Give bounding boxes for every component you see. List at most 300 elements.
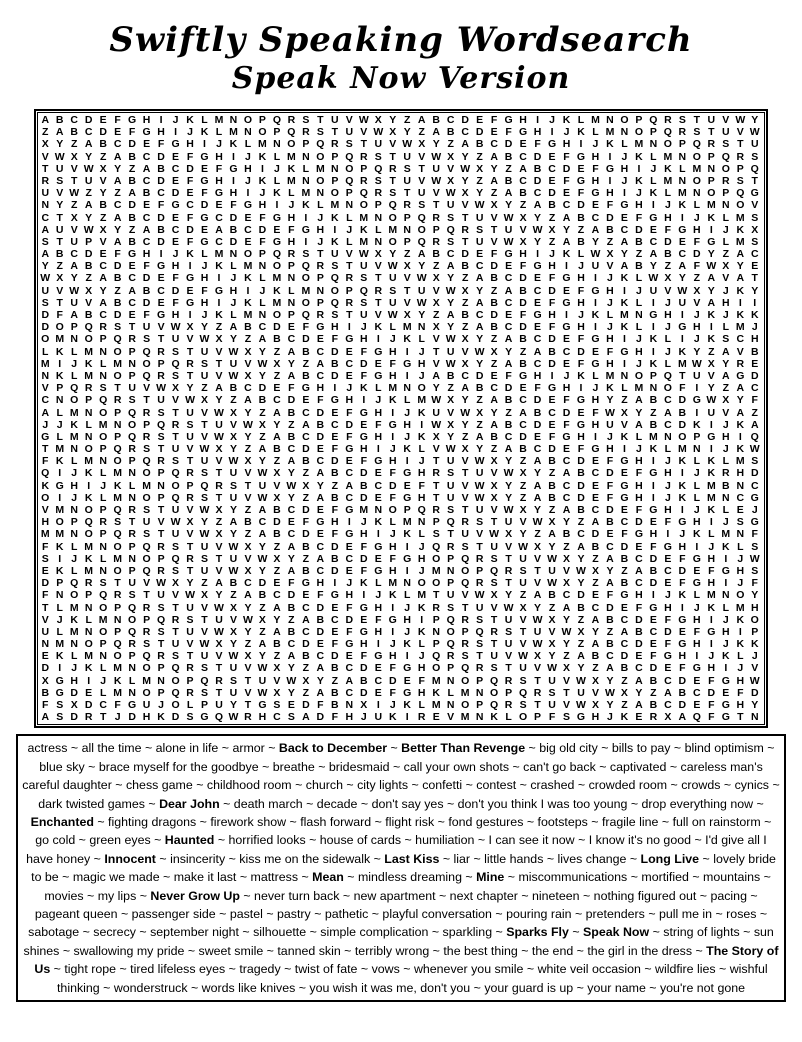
grid-cell: S bbox=[751, 211, 759, 224]
grid-cell: G bbox=[504, 248, 513, 261]
grid-cell: P bbox=[56, 382, 64, 395]
grid-cell: T bbox=[56, 211, 63, 224]
grid-cell: O bbox=[142, 357, 151, 370]
grid-cell: W bbox=[460, 162, 471, 175]
grid-cell: J bbox=[578, 309, 584, 321]
grid-cell: K bbox=[403, 638, 412, 651]
grid-cell: Q bbox=[171, 491, 180, 504]
grid-row bbox=[38, 260, 762, 272]
grid-cell: G bbox=[692, 552, 701, 565]
grid-row bbox=[38, 419, 762, 431]
grid-cell: T bbox=[461, 467, 469, 480]
grid-cell: D bbox=[577, 345, 585, 358]
grid-cell: S bbox=[331, 260, 339, 273]
grid-cell: F bbox=[143, 309, 150, 321]
grid-cell: Y bbox=[258, 564, 266, 577]
grid-cell: H bbox=[258, 711, 267, 724]
grid-cell: I bbox=[405, 345, 409, 358]
grid-cell: O bbox=[417, 223, 426, 236]
grid-row bbox=[38, 248, 762, 260]
grid-cell: X bbox=[693, 284, 701, 297]
grid-cell: W bbox=[431, 174, 442, 187]
grid-cell: F bbox=[331, 333, 339, 346]
grid-cell: L bbox=[375, 382, 382, 395]
grid-cell: Q bbox=[128, 625, 137, 638]
grid-cell: B bbox=[302, 540, 310, 553]
grid-cell: K bbox=[403, 443, 412, 456]
grid-cell: O bbox=[171, 699, 180, 711]
grid-cell: N bbox=[750, 711, 759, 724]
grid-cell: Z bbox=[505, 162, 512, 175]
grid-cell: O bbox=[736, 199, 745, 212]
grid-cell: F bbox=[548, 430, 556, 443]
grid-cell: Y bbox=[287, 467, 295, 480]
grid-cell: C bbox=[750, 479, 759, 492]
grid-cell: V bbox=[432, 284, 440, 297]
grid-cell: K bbox=[635, 174, 643, 187]
grid-cell: T bbox=[418, 162, 425, 175]
grid-cell: F bbox=[751, 394, 758, 407]
grid-cell: T bbox=[215, 552, 223, 565]
grid-cell: I bbox=[622, 357, 626, 370]
grid-cell: B bbox=[591, 650, 600, 663]
grid-cell: Z bbox=[70, 199, 78, 212]
grid-cell: B bbox=[577, 235, 585, 248]
grid-cell: G bbox=[663, 650, 672, 663]
grid-cell: X bbox=[418, 138, 426, 151]
grid-cell: H bbox=[142, 114, 151, 126]
grid-cell: Q bbox=[113, 504, 122, 516]
grid-cell: U bbox=[750, 138, 759, 151]
grid-cell: H bbox=[736, 564, 745, 577]
grid-cell: J bbox=[592, 138, 599, 151]
grid-cell: F bbox=[201, 284, 208, 297]
grid-cell: T bbox=[404, 187, 411, 200]
grid-cell: B bbox=[606, 516, 614, 529]
grid-cell: D bbox=[548, 284, 556, 297]
grid-cell: U bbox=[171, 528, 180, 541]
grid-cell: K bbox=[84, 467, 93, 480]
grid-cell: S bbox=[157, 625, 165, 638]
grid-cell: E bbox=[157, 296, 165, 309]
word-entry: terribly wrong bbox=[354, 943, 430, 958]
grid-cell: Z bbox=[519, 455, 527, 468]
grid-cell: R bbox=[215, 479, 223, 492]
grid-cell: S bbox=[751, 540, 759, 553]
grid-cell: V bbox=[215, 345, 223, 358]
grid-cell: V bbox=[519, 638, 527, 651]
grid-cell: M bbox=[69, 406, 79, 419]
grid-cell: I bbox=[275, 199, 279, 212]
grid-cell: I bbox=[709, 418, 713, 431]
grid-cell: X bbox=[258, 613, 266, 626]
grid-cell: K bbox=[287, 162, 296, 175]
grid-cell: R bbox=[142, 430, 151, 443]
grid-cell: K bbox=[302, 199, 310, 212]
grid-cell: E bbox=[635, 540, 643, 553]
grid-cell: H bbox=[591, 150, 600, 163]
grid-cell: N bbox=[475, 686, 484, 699]
grid-cell: Q bbox=[142, 564, 151, 577]
grid-cell: L bbox=[346, 235, 353, 248]
grid-cell: Z bbox=[563, 540, 570, 553]
grid-cell: H bbox=[519, 248, 527, 261]
grid-cell: I bbox=[579, 382, 583, 395]
grid-cell: N bbox=[678, 174, 687, 187]
grid-cell: Z bbox=[85, 187, 92, 200]
grid-cell: H bbox=[403, 418, 412, 431]
grid-cell: R bbox=[446, 540, 455, 553]
grid-cell: V bbox=[693, 296, 701, 309]
grid-cell: G bbox=[403, 491, 412, 504]
grid-cell: B bbox=[258, 589, 267, 602]
grid-cell: L bbox=[577, 248, 585, 261]
grid-cell: R bbox=[215, 674, 223, 687]
grid-cell: Z bbox=[519, 345, 527, 358]
grid-cell: S bbox=[302, 114, 310, 126]
grid-cell: D bbox=[302, 699, 310, 711]
grid-cell: D bbox=[359, 357, 368, 370]
grid-cell: H bbox=[388, 345, 397, 358]
grid-cell: O bbox=[55, 321, 64, 334]
grid-cell: K bbox=[200, 126, 209, 139]
grid-cell: D bbox=[186, 162, 194, 175]
grid-cell: X bbox=[403, 260, 411, 273]
grid-cell: C bbox=[519, 174, 527, 187]
grid-cell: J bbox=[607, 296, 613, 309]
word-entry: you wish it was me, don't you bbox=[309, 980, 471, 995]
grid-cell: F bbox=[114, 114, 121, 126]
grid-cell: S bbox=[201, 357, 209, 370]
grid-cell: F bbox=[172, 296, 179, 309]
grid-cell: F bbox=[418, 479, 425, 492]
grid-cell: L bbox=[650, 174, 657, 187]
grid-cell: A bbox=[446, 260, 455, 273]
grid-cell: S bbox=[99, 577, 107, 590]
grid-cell: U bbox=[41, 284, 50, 297]
grid-cell: F bbox=[577, 443, 585, 456]
grid-cell: B bbox=[432, 248, 440, 261]
grid-cell: V bbox=[490, 601, 498, 614]
grid-cell: G bbox=[649, 309, 658, 321]
grid-cell: S bbox=[114, 321, 122, 334]
grid-cell: U bbox=[70, 235, 78, 248]
grid-cell: E bbox=[635, 650, 643, 663]
grid-cell: Y bbox=[229, 638, 237, 651]
grid-cell: C bbox=[591, 601, 600, 614]
grid-cell: A bbox=[316, 686, 325, 699]
grid-cell: Z bbox=[650, 686, 657, 699]
grid-cell: A bbox=[504, 284, 513, 297]
grid-cell: A bbox=[142, 223, 151, 236]
grid-cell: G bbox=[591, 443, 600, 456]
grid-cell: V bbox=[490, 504, 498, 516]
grid-cell: P bbox=[751, 625, 759, 638]
grid-cell: O bbox=[359, 199, 368, 212]
grid-cell: Z bbox=[577, 223, 585, 236]
grid-cell: U bbox=[359, 309, 368, 321]
grid-cell: B bbox=[461, 309, 469, 321]
grid-cell: Y bbox=[577, 552, 585, 565]
grid-cell: B bbox=[548, 345, 556, 358]
grid-cell: F bbox=[577, 187, 585, 200]
grid-cell: C bbox=[287, 528, 296, 541]
grid-cell: N bbox=[664, 430, 672, 443]
grid-cell: F bbox=[519, 309, 527, 321]
grid-cell: J bbox=[158, 699, 164, 711]
word-entry: the end bbox=[531, 943, 574, 958]
grid-cell: G bbox=[591, 187, 600, 200]
grid-cell: U bbox=[186, 430, 194, 443]
grid-cell: T bbox=[99, 711, 107, 724]
grid-cell: Z bbox=[577, 613, 585, 626]
grid-cell: D bbox=[302, 528, 310, 541]
grid-cell: L bbox=[635, 321, 643, 334]
grid-cell: L bbox=[592, 126, 599, 139]
grid-cell: J bbox=[259, 284, 266, 297]
grid-cell: D bbox=[157, 150, 165, 163]
grid-cell: T bbox=[476, 650, 483, 663]
grid-cell: H bbox=[417, 467, 426, 480]
grid-cell: E bbox=[374, 467, 382, 480]
grid-cell: T bbox=[519, 625, 527, 638]
grid-cell: Y bbox=[229, 333, 237, 346]
word-entry: liar bbox=[453, 851, 471, 866]
grid-cell: A bbox=[635, 699, 643, 711]
grid-cell: O bbox=[84, 504, 93, 516]
grid-cell: C bbox=[678, 248, 687, 261]
grid-cell: Q bbox=[142, 345, 151, 358]
grid-cell: S bbox=[736, 174, 744, 187]
grid-cell: A bbox=[41, 248, 50, 261]
grid-cell: N bbox=[316, 284, 325, 297]
grid-cell: A bbox=[215, 577, 223, 590]
grid-row bbox=[38, 370, 762, 382]
grid-cell: F bbox=[606, 491, 614, 504]
grid-cell: E bbox=[287, 321, 295, 334]
grid-cell: F bbox=[679, 552, 686, 565]
grid-cell: C bbox=[736, 491, 745, 504]
word-entry-bold: Enchanted bbox=[30, 815, 94, 829]
grid-cell: W bbox=[445, 284, 456, 297]
grid-cell: W bbox=[257, 491, 268, 504]
grid-cell: B bbox=[331, 662, 339, 675]
grid-cell: C bbox=[215, 211, 223, 224]
grid-cell: N bbox=[475, 711, 484, 724]
grid-cell: S bbox=[56, 711, 64, 724]
grid-cell: M bbox=[677, 443, 687, 456]
grid-cell: Y bbox=[635, 406, 643, 419]
grid-cell: H bbox=[635, 479, 643, 492]
grid-cell: H bbox=[635, 491, 643, 504]
grid-cell: Z bbox=[461, 296, 469, 309]
grid-cell: K bbox=[721, 540, 730, 553]
grid-cell: O bbox=[243, 114, 253, 126]
grid-cell: E bbox=[620, 601, 628, 614]
grid-cell: H bbox=[388, 564, 397, 577]
grid-cell: A bbox=[302, 418, 310, 431]
grid-cell: S bbox=[172, 345, 180, 358]
grid-cell: M bbox=[649, 430, 658, 443]
grid-cell: F bbox=[592, 162, 599, 175]
grid-cell: L bbox=[722, 211, 729, 224]
grid-cell: S bbox=[490, 577, 498, 590]
grid-cell: S bbox=[476, 516, 484, 529]
grid-cell: B bbox=[577, 467, 585, 480]
grid-cell: D bbox=[258, 382, 267, 395]
grid-cell: X bbox=[186, 321, 194, 334]
grid-cell: F bbox=[505, 126, 512, 139]
grid-cell: D bbox=[533, 394, 542, 407]
grid-cell: P bbox=[635, 114, 643, 126]
grid-cell: D bbox=[548, 443, 556, 456]
grid-cell: U bbox=[693, 369, 701, 382]
grid-cell: K bbox=[606, 138, 614, 151]
word-entry: I can see it now bbox=[488, 833, 575, 848]
grid-cell: K bbox=[417, 625, 426, 638]
grid-cell: Y bbox=[490, 162, 498, 175]
grid-cell: S bbox=[273, 699, 281, 711]
grid-cell: I bbox=[391, 430, 395, 443]
grid-cell: F bbox=[42, 455, 49, 468]
grid-cell: K bbox=[620, 272, 629, 285]
grid-cell: G bbox=[576, 394, 586, 407]
grid-cell: E bbox=[157, 272, 165, 285]
grid-cell: M bbox=[431, 674, 441, 687]
grid-cell: G bbox=[678, 613, 687, 626]
grid-cell: O bbox=[113, 540, 122, 553]
grid-cell: B bbox=[157, 162, 165, 175]
grid-cell: T bbox=[737, 138, 744, 151]
grid-cell: S bbox=[476, 613, 484, 626]
grid-cell: C bbox=[99, 260, 107, 273]
grid-cell: Z bbox=[404, 114, 411, 126]
grid-cell: P bbox=[128, 345, 136, 358]
grid-cell: V bbox=[186, 333, 194, 346]
grid-row bbox=[38, 553, 762, 565]
grid-cell: Z bbox=[592, 577, 599, 590]
grid-cell: O bbox=[99, 625, 108, 638]
grid-cell: I bbox=[680, 467, 684, 480]
grid-cell: Y bbox=[534, 601, 542, 614]
grid-cell: J bbox=[71, 662, 78, 675]
grid-cell: F bbox=[650, 650, 657, 663]
grid-cell: X bbox=[606, 248, 614, 261]
grid-cell: C bbox=[620, 516, 629, 529]
grid-cell: U bbox=[171, 333, 180, 346]
grid-cell: T bbox=[172, 625, 179, 638]
grid-cell: U bbox=[417, 284, 426, 297]
grid-cell: A bbox=[664, 406, 672, 419]
word-entry: tight rope bbox=[64, 962, 117, 977]
grid-cell: I bbox=[709, 223, 713, 236]
grid-cell: R bbox=[461, 223, 469, 236]
word-entry: miscommunications bbox=[518, 870, 628, 885]
grid-cell: F bbox=[548, 711, 556, 724]
grid-cell: L bbox=[418, 528, 425, 541]
grid-cell: D bbox=[41, 321, 50, 334]
grid-cell: Z bbox=[476, 174, 483, 187]
grid-cell: C bbox=[504, 296, 513, 309]
grid-cell: F bbox=[679, 662, 686, 675]
grid-cell: K bbox=[649, 333, 658, 346]
grid-cell: I bbox=[376, 443, 380, 456]
grid-cell: A bbox=[504, 187, 513, 200]
grid-cell: K bbox=[55, 455, 64, 468]
grid-cell: H bbox=[736, 699, 745, 711]
grid-cell: S bbox=[374, 174, 382, 187]
grid-cell: H bbox=[635, 455, 643, 468]
grid-cell: F bbox=[635, 601, 643, 614]
grid-cell: D bbox=[678, 418, 687, 431]
grid-cell: G bbox=[316, 321, 325, 334]
grid-cell: P bbox=[128, 369, 136, 382]
grid-cell: J bbox=[404, 430, 411, 443]
grid-cell: D bbox=[591, 528, 600, 541]
word-entry: you're not gone bbox=[659, 980, 746, 995]
grid-cell: Y bbox=[432, 138, 440, 151]
grid-cell: X bbox=[215, 528, 223, 541]
grid-cell: F bbox=[490, 114, 498, 126]
grid-cell: E bbox=[345, 650, 353, 663]
word-entry: secrecy bbox=[93, 925, 136, 940]
grid-cell: X bbox=[447, 174, 455, 187]
grid-cell: X bbox=[534, 540, 542, 553]
grid-cell: P bbox=[157, 686, 165, 699]
grid-cell: Y bbox=[534, 211, 542, 224]
grid-cell: V bbox=[229, 418, 237, 431]
word-entry: string of lights bbox=[663, 925, 740, 940]
grid-cell: C bbox=[331, 613, 339, 626]
grid-cell: Q bbox=[359, 187, 368, 200]
grid-cell: G bbox=[345, 528, 354, 541]
grid-cell: V bbox=[548, 625, 556, 638]
grid-cell: Z bbox=[273, 650, 281, 663]
grid-cell: A bbox=[84, 138, 93, 151]
grid-cell: J bbox=[722, 516, 729, 529]
grid-cell: L bbox=[99, 686, 107, 699]
grid-cell: S bbox=[389, 284, 397, 297]
grid-cell: Q bbox=[721, 150, 730, 163]
grid-cell: C bbox=[620, 613, 629, 626]
grid-cell: P bbox=[56, 577, 64, 590]
grid-cell: Q bbox=[736, 187, 745, 200]
grid-cell: K bbox=[113, 479, 122, 492]
grid-cell: H bbox=[736, 467, 745, 480]
grid-cell: T bbox=[346, 309, 353, 321]
grid-cell: N bbox=[403, 382, 412, 395]
grid-cell: Y bbox=[693, 345, 701, 358]
grid-cell: E bbox=[331, 625, 339, 638]
grid-cell: T bbox=[375, 296, 382, 309]
grid-cell: R bbox=[664, 114, 672, 126]
grid-cell: S bbox=[201, 686, 209, 699]
grid-cell: Y bbox=[476, 284, 484, 297]
grid-cell: T bbox=[693, 114, 701, 126]
grid-cell: D bbox=[490, 309, 498, 321]
grid-cell: Z bbox=[128, 162, 136, 175]
grid-cell: F bbox=[346, 430, 353, 443]
grid-cell: Z bbox=[215, 516, 223, 529]
grid-cell: W bbox=[373, 126, 384, 139]
word-entry: call your own shots bbox=[403, 759, 510, 774]
grid-cell: V bbox=[186, 504, 194, 516]
grid-cell: A bbox=[620, 235, 629, 248]
grid-cell: T bbox=[215, 491, 223, 504]
grid-cell: R bbox=[345, 272, 354, 285]
grid-cell: P bbox=[157, 491, 165, 504]
grid-cell: B bbox=[244, 516, 252, 529]
